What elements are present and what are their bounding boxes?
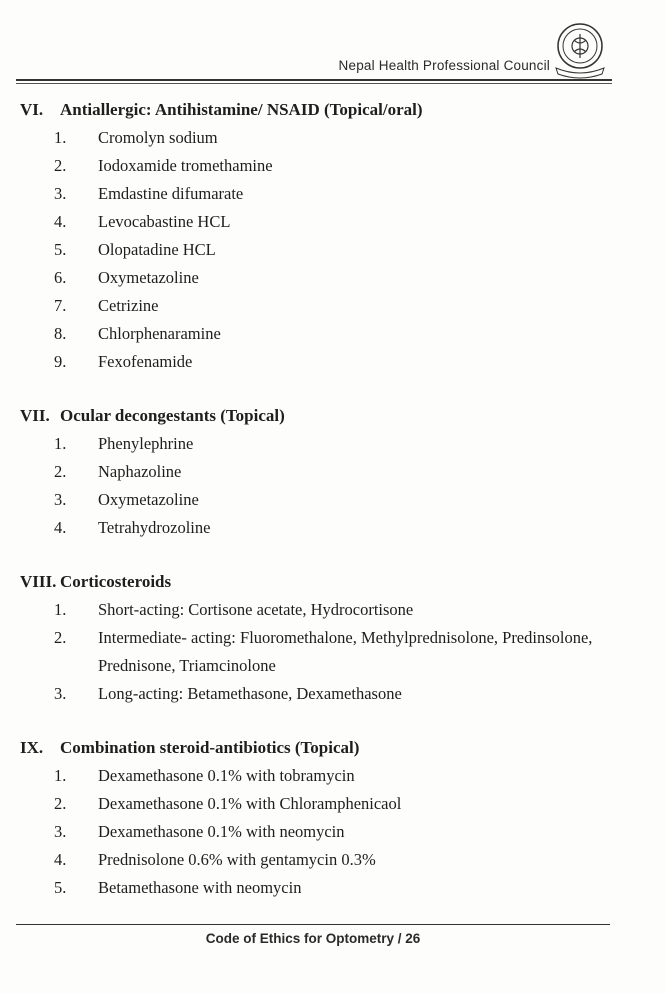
item-number: 1. <box>54 434 67 453</box>
list-item <box>20 486 620 514</box>
item-number: 5. <box>54 240 67 259</box>
item-text: Chlorphenaramine <box>98 324 221 343</box>
item-text: Betamethasone with neomycin <box>98 878 302 897</box>
section-corticosteroids <box>20 568 620 708</box>
section-title: Combination steroid-antibiotics (Topical) <box>60 738 360 757</box>
item-number: 2. <box>54 628 67 647</box>
list-item <box>20 680 620 708</box>
item-text: Intermediate- acting: Fluoromethalone, Methylprednisolone, Predinsolone, Prednisone, Triamcinolone <box>98 628 593 675</box>
item-number: 2. <box>54 156 67 175</box>
item-text: Oxymetazoline <box>98 490 199 509</box>
section-heading <box>20 734 620 762</box>
item-number: 1. <box>54 600 67 619</box>
page-header <box>16 18 612 84</box>
item-number: 3. <box>54 684 67 703</box>
item-number: 6. <box>54 268 67 287</box>
list-item <box>20 124 620 152</box>
section-title: Antiallergic: Antihistamine/ NSAID (Topical/oral) <box>60 100 423 119</box>
list-item <box>20 320 620 348</box>
list-item <box>20 846 620 874</box>
item-text: Iodoxamide tromethamine <box>98 156 273 175</box>
header-title: Nepal Health Professional Council <box>338 58 550 73</box>
item-number: 2. <box>54 794 67 813</box>
item-list <box>20 124 620 376</box>
item-text: Phenylephrine <box>98 434 194 453</box>
item-list <box>20 762 620 902</box>
council-seal-icon <box>550 20 610 80</box>
item-number: 9. <box>54 352 67 371</box>
section-number: VIII. <box>20 572 57 591</box>
item-text: Emdastine difumarate <box>98 184 244 203</box>
item-text: Tetrahydrozoline <box>98 518 211 537</box>
item-list <box>20 430 620 542</box>
list-item <box>20 208 620 236</box>
list-item <box>20 152 620 180</box>
item-list <box>20 596 620 708</box>
item-text: Dexamethasone 0.1% with neomycin <box>98 822 345 841</box>
list-item <box>20 514 620 542</box>
section-number: VI. <box>20 100 44 119</box>
list-item <box>20 348 620 376</box>
list-item <box>20 762 620 790</box>
section-antiallergic <box>20 96 620 376</box>
list-item <box>20 236 620 264</box>
item-number: 7. <box>54 296 67 315</box>
section-number: IX. <box>20 738 44 757</box>
section-title: Ocular decongestants (Topical) <box>60 406 285 425</box>
item-number: 5. <box>54 878 67 897</box>
list-item <box>20 292 620 320</box>
item-number: 4. <box>54 212 67 231</box>
item-number: 1. <box>54 128 67 147</box>
item-number: 4. <box>54 850 67 869</box>
item-number: 8. <box>54 324 67 343</box>
list-item <box>20 624 620 680</box>
list-item <box>20 180 620 208</box>
footer-rule <box>16 924 610 925</box>
item-number: 2. <box>54 462 67 481</box>
item-text: Levocabastine HCL <box>98 212 231 231</box>
item-text: Olopatadine HCL <box>98 240 216 259</box>
item-number: 3. <box>54 184 67 203</box>
item-text: Oxymetazoline <box>98 268 199 287</box>
item-text: Dexamethasone 0.1% with Chloramphenicaol <box>98 794 402 813</box>
item-text: Cetrizine <box>98 296 159 315</box>
section-ocular-decongestants <box>20 402 620 542</box>
section-heading <box>20 96 620 124</box>
item-text: Cromolyn sodium <box>98 128 218 147</box>
list-item <box>20 874 620 902</box>
header-rule-thin <box>16 83 612 84</box>
item-number: 1. <box>54 766 67 785</box>
list-item <box>20 458 620 486</box>
item-number: 3. <box>54 822 67 841</box>
list-item <box>20 264 620 292</box>
item-text: Long-acting: Betamethasone, Dexamethasone <box>98 684 402 703</box>
list-item <box>20 430 620 458</box>
item-text: Short-acting: Cortisone acetate, Hydrocortisone <box>98 600 414 619</box>
page-footer: Code of Ethics for Optometry / 26 <box>205 931 421 946</box>
section-title: Corticosteroids <box>60 572 172 591</box>
item-number: 4. <box>54 518 67 537</box>
section-heading <box>20 402 620 430</box>
list-item <box>20 818 620 846</box>
item-text: Prednisolone 0.6% with gentamycin 0.3% <box>98 850 376 869</box>
item-text: Naphazoline <box>98 462 182 481</box>
item-number: 3. <box>54 490 67 509</box>
section-combination-steroid-antibiotics <box>20 734 620 902</box>
section-number: VII. <box>20 406 50 425</box>
list-item <box>20 790 620 818</box>
header-rule <box>16 79 612 81</box>
page-content <box>20 96 620 902</box>
section-heading <box>20 568 620 596</box>
item-text: Fexofenamide <box>98 352 193 371</box>
item-text: Dexamethasone 0.1% with tobramycin <box>98 766 355 785</box>
list-item <box>20 596 620 624</box>
